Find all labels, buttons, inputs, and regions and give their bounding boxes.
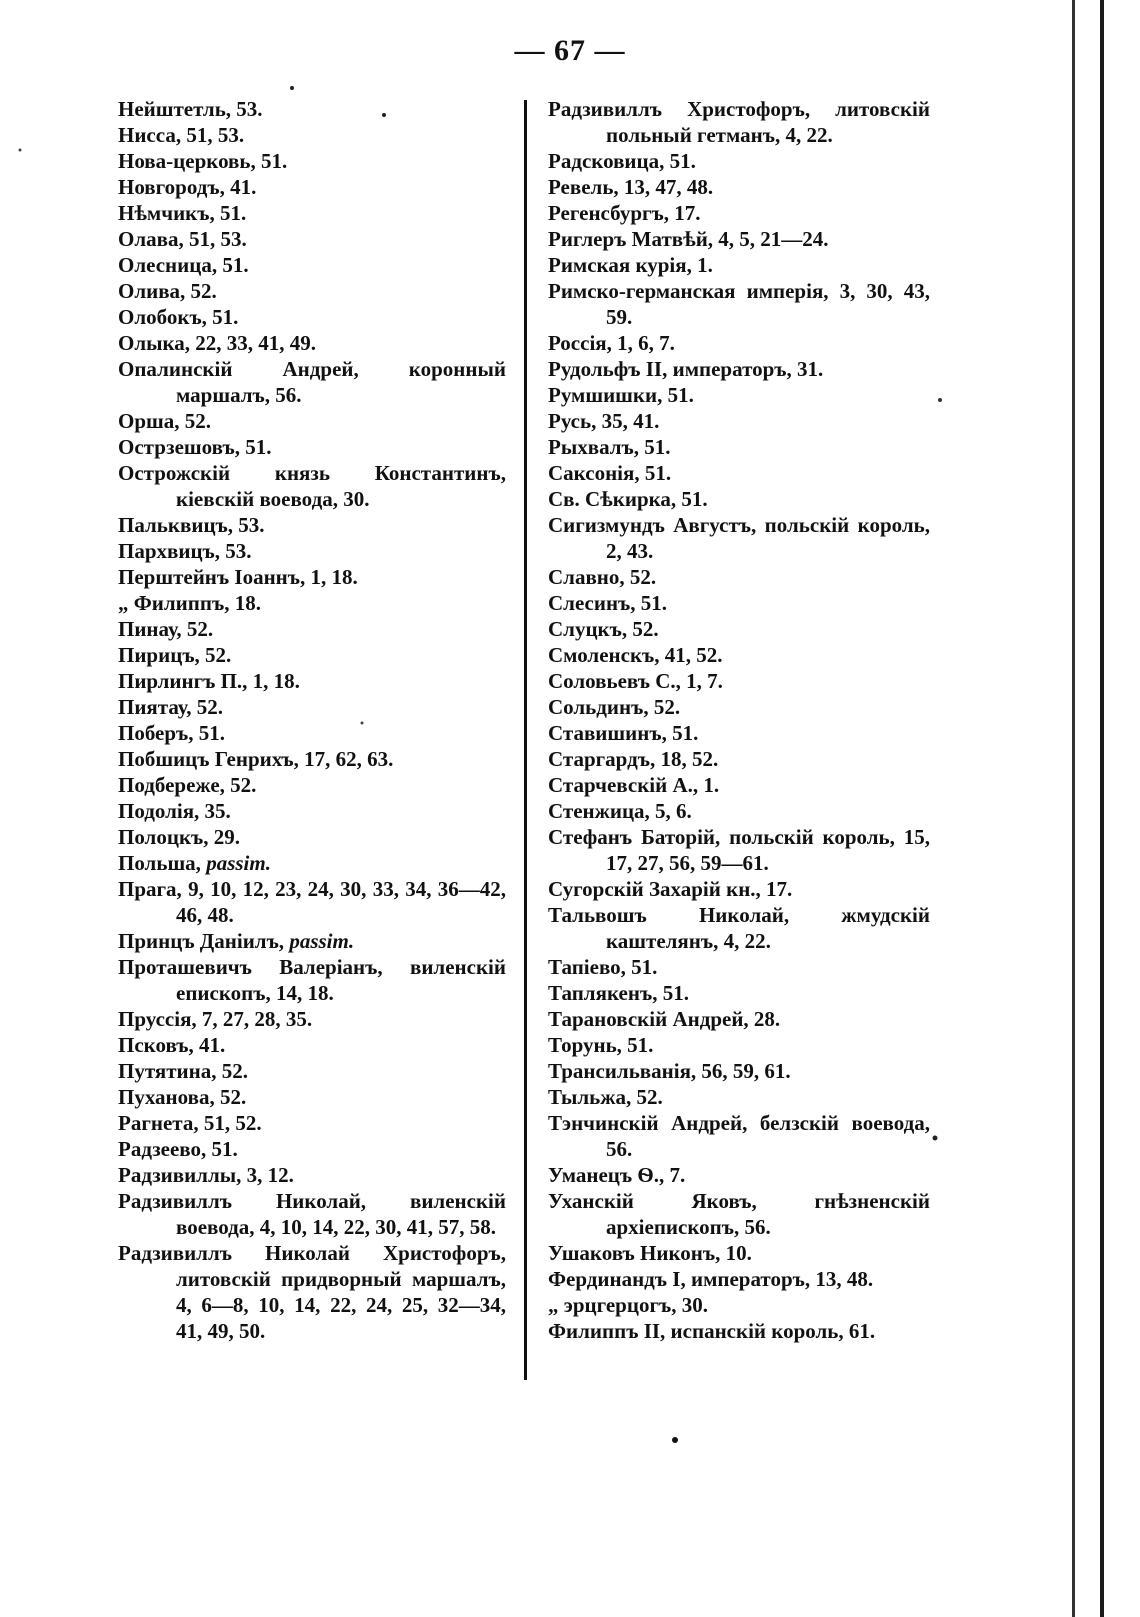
index-entry-text: Трансильванія, 56, 59, 61. xyxy=(548,1059,791,1083)
index-entry-text: Польша, xyxy=(118,851,207,875)
index-entry-text: Путятина, 52. xyxy=(118,1059,248,1083)
index-entry-text: Ревель, 13, 47, 48. xyxy=(548,175,714,199)
index-entry-text: Радзивиллъ Николай, виленскій воевода, 4, 10, 14, 22, 30, 41, 57, 58. xyxy=(118,1189,506,1239)
index-entry-text: Ставишинъ, 51. xyxy=(548,721,699,745)
index-entry-text: Подолія, 35. xyxy=(118,799,231,823)
index-entry-text: Новгородъ, 41. xyxy=(118,175,257,199)
index-entry-text: Нова-церковь, 51. xyxy=(118,149,288,173)
index-entry-text: Принцъ Даніилъ, xyxy=(118,929,290,953)
index-entry-text: Нейштетль, 53. xyxy=(118,97,263,121)
index-entry-text: Ушаковъ Никонъ, 10. xyxy=(548,1241,752,1265)
index-entry-text: Торунь, 51. xyxy=(548,1033,654,1057)
index-entry-text: „ Филиппъ, 18. xyxy=(118,591,261,615)
index-entry-text: Таплякенъ, 51. xyxy=(548,981,689,1005)
index-entry-text: Побшицъ Генрихъ, 17, 62, 63. xyxy=(118,747,394,771)
index-entry-text: Пруссія, 7, 27, 28, 35. xyxy=(118,1007,313,1031)
index-entry-text: Олава, 51, 53. xyxy=(118,227,247,251)
index-entry-text: Орша, 52. xyxy=(118,409,211,433)
index-entry-text: Псковъ, 41. xyxy=(118,1033,226,1057)
index-entry-text: Римская курія, 1. xyxy=(548,253,713,277)
index-entry-text: Опалинскій Андрей, коронный маршалъ, 56. xyxy=(118,357,506,407)
index-entry-text: Уманецъ Ѳ., 7. xyxy=(548,1163,686,1187)
index-entry-text: Нѣмчикъ, 51. xyxy=(118,201,247,225)
index-entry-text: Полоцкъ, 29. xyxy=(118,825,241,849)
index-entry-text: Смоленскъ, 41, 52. xyxy=(548,643,723,667)
index-entry-text: Славно, 52. xyxy=(548,565,657,589)
index-entry-text: Рагнета, 51, 52. xyxy=(118,1111,262,1135)
index-entry-text: Римско-германская имперія, 3, 30, 43, 59. xyxy=(548,279,930,329)
index-entry-text: Радзивиллъ Николай Христофоръ, литовскій придворный маршалъ, 4, 6—8, 10, 14, 22, 24, 25, 32—34, 41, 49, 50. xyxy=(118,1241,506,1343)
index-entry-text: Пархвицъ, 53. xyxy=(118,539,252,563)
index-entry-text: Тальвошъ Николай, жмудскій каштелянъ, 4, 22. xyxy=(548,903,930,953)
index-entry-text: Фердинандъ I, императоръ, 13, 48. xyxy=(548,1267,874,1291)
index-entry-text: Прага, 9, 10, 12, 23, 24, 30, 33, 34, 36—42, 46, 48. xyxy=(118,877,506,927)
index-entry-italic: passim. xyxy=(206,851,271,875)
index-entry-text: Сигизмундъ Августъ, польскій король, 2, 43. xyxy=(548,513,930,563)
index-entry-text: Тапіево, 51. xyxy=(548,955,658,979)
index-entry-text: Нисса, 51, 53. xyxy=(118,123,245,147)
index-entry-text: Старчевскій А., 1. xyxy=(548,773,720,797)
index-entry-text: Стефанъ Баторій, польскій король, 15, 17, 27, 56, 59—61. xyxy=(548,825,930,875)
index-entry-text: Радсковица, 51. xyxy=(548,149,696,173)
index-entry-text: Радзивиллъ Христофоръ, литовскій польный гетманъ, 4, 22. xyxy=(548,97,930,147)
index-entry-text: Риглеръ Матвѣй, 4, 5, 21—24. xyxy=(548,227,829,251)
index-entry-text: Русь, 35, 41. xyxy=(548,409,660,433)
index-entry-text: Слесинъ, 51. xyxy=(548,591,668,615)
index-entry-text: Соловьевъ С., 1, 7. xyxy=(548,669,723,693)
index-entry-text: Стенжица, 5, 6. xyxy=(548,799,692,823)
index-entry-text: Св. Сѣкирка, 51. xyxy=(548,487,708,511)
index-entry-text: Регенсбургъ, 17. xyxy=(548,201,701,225)
index-entry-text: Рыхвалъ, 51. xyxy=(548,435,671,459)
index-entry-text: Сольдинъ, 52. xyxy=(548,695,681,719)
index-entry-text: Радзивиллы, 3, 12. xyxy=(118,1163,294,1187)
index-entry-text: Россія, 1, 6, 7. xyxy=(548,331,675,355)
index-entry-text: Пуханова, 52. xyxy=(118,1085,247,1109)
index-entry-text: Радзеево, 51. xyxy=(118,1137,238,1161)
index-entry-text: Уханскій Яковъ, гнѣзненскій архіепископъ, 56. xyxy=(548,1189,930,1239)
index-entry-text: Поберъ, 51. xyxy=(118,721,226,745)
index-entry-text: Олива, 52. xyxy=(118,279,217,303)
index-entry-text: Сугорскій Захарій кн., 17. xyxy=(548,877,793,901)
index-entry-text: Румшишки, 51. xyxy=(548,383,694,407)
index-entry-text: Рудольфъ II, императоръ, 31. xyxy=(548,357,824,381)
index-entry-text: Олобокъ, 51. xyxy=(118,305,239,329)
index-entry-text: Пирицъ, 52. xyxy=(118,643,232,667)
index-entry-text: Острожскій князь Константинъ, кіевскій воевода, 30. xyxy=(118,461,506,511)
index-entry-text: Острзешовъ, 51. xyxy=(118,435,272,459)
index-entry-text: Пинау, 52. xyxy=(118,617,214,641)
index-entry-text: Перштейнъ Іоаннъ, 1, 18. xyxy=(118,565,358,589)
index-entry-text: Тэнчинскій Андрей, белзскій воевода, 56. xyxy=(548,1111,930,1161)
index-entry-text: Слуцкъ, 52. xyxy=(548,617,659,641)
page-number: — 67 — xyxy=(514,34,626,67)
index-entry-text: Филиппъ II, испанскій король, 61. xyxy=(548,1319,876,1343)
index-entry-text: Пиятау, 52. xyxy=(118,695,223,719)
index-entry-text: Подбереже, 52. xyxy=(118,773,257,797)
index-entry-text: Старгардъ, 18, 52. xyxy=(548,747,719,771)
index-entry-text: Проташевичъ Валеріанъ, виленскій епископъ, 14, 18. xyxy=(118,955,506,1005)
index-entry-text: Олыка, 22, 33, 41, 49. xyxy=(118,331,317,355)
index-entry-text: Тыльжа, 52. xyxy=(548,1085,663,1109)
index-entry-text: Олесница, 51. xyxy=(118,253,249,277)
index-entry-text: „ эрцгерцогъ, 30. xyxy=(548,1293,708,1317)
index-entry-text: Пирлингъ П., 1, 18. xyxy=(118,669,300,693)
index-entry-text: Тарановскій Андрей, 28. xyxy=(548,1007,781,1031)
index-entry-italic: passim. xyxy=(289,929,355,953)
index-entry-text: Пальквицъ, 53. xyxy=(118,513,265,537)
index-entry-text: Саксонія, 51. xyxy=(548,461,672,485)
